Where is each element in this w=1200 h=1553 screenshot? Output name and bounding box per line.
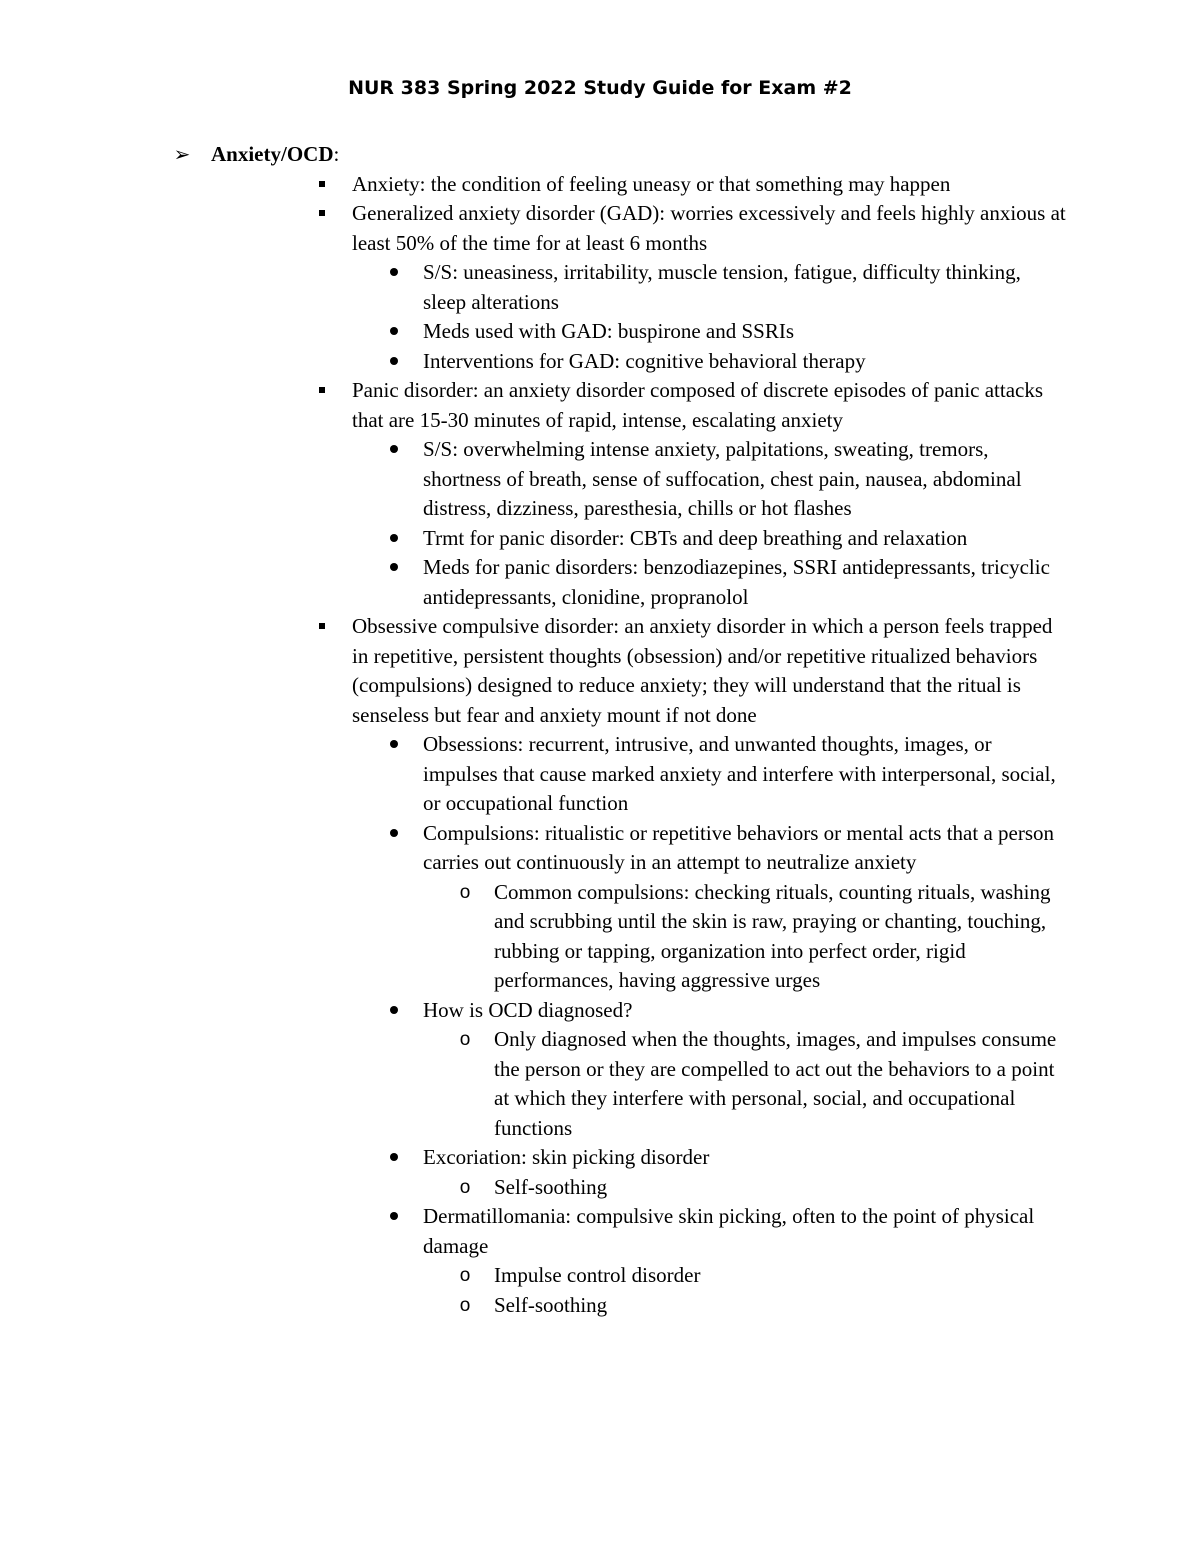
arrow-bullet-icon: ➢	[173, 142, 191, 166]
list-item-text: Trmt for panic disorder: CBTs and deep breathing and relaxation	[423, 525, 968, 550]
list-item-text: Only diagnosed when the thoughts, images, and impulses consume the person or they are compelled to act out the behaviors to a point at which they interfere with personal, social, and occupational functions	[494, 1027, 1057, 1140]
list-item-text: Impulse control disorder	[494, 1263, 701, 1287]
list-item	[0, 878, 1200, 996]
list-item-text: Meds for panic disorders: benzodiazepines, SSRI antidepressants, tricyclic antidepressants, clonidine, propranolol	[423, 555, 1050, 609]
list-item-text: Panic disorder: an anxiety disorder composed of discrete episodes of panic attacks that are 15-30 minutes of rapid, intense, escalating anxiety	[352, 378, 1044, 432]
list-item-text: Dermatillomania: compulsive skin picking, often to the point of physical damage	[423, 1204, 1035, 1258]
list-item-text: Common compulsions: checking rituals, counting rituals, washing and scrubbing until the skin is raw, praying or chanting, touching, rubbing or tapping, organization into perfect order, rigid performances, having aggressive urges	[494, 879, 1051, 992]
section-heading-colon: :	[333, 142, 340, 166]
list-item	[0, 524, 1200, 554]
list-item	[0, 317, 1200, 347]
circle-o-bullet-icon: o	[459, 1265, 471, 1286]
section-heading-label: Anxiety/OCD	[211, 142, 334, 166]
page-title: NUR 383 Spring 2022 Study Guide for Exam #2	[348, 77, 852, 99]
list-item	[0, 258, 1200, 317]
list-item-text: S/S: overwhelming intense anxiety, palpitations, sweating, tremors, shortness of breath, sense of suffocation, chest pain, nausea, abdominal distress, dizziness, paresthesia, chills or hot flashes	[423, 437, 1022, 520]
circle-o-bullet-icon: o	[459, 1294, 471, 1316]
list-item-text: S/S: uneasiness, irritability, muscle tension, fatigue, difficulty thinking, sleep alterations	[423, 260, 1021, 314]
list-item	[0, 1025, 1200, 1143]
list-item-text: How is OCD diagnosed?	[423, 997, 633, 1022]
list-item-text: Compulsions: ritualistic or repetitive behaviors or mental acts that a person carries out continuously in an attempt to neutralize anxiety	[423, 820, 1055, 874]
list-item-text: Self-soothing	[494, 1174, 608, 1199]
list-item	[0, 819, 1200, 878]
list-item-text: Anxiety: the condition of feeling uneasy or that something may happen	[352, 171, 951, 196]
list-item-text: Interventions for GAD: cognitive behavioral therapy	[423, 348, 866, 373]
list-item-text: Obsessive compulsive disorder: an anxiety disorder in which a person feels trapped in repetitive, persistent thoughts (obsession) and/or repetitive ritualized behaviors (compulsions) designed to reduce anxiety; they will understand that the ritual is senseless but fear and anxiety mount if not done	[352, 614, 1053, 727]
list-item-text: Self-soothing	[494, 1292, 608, 1317]
list-item	[0, 1143, 1200, 1173]
list-item	[0, 612, 1200, 730]
section-heading	[0, 140, 1200, 170]
list-item	[0, 199, 1200, 258]
list-item	[0, 170, 1200, 200]
list-item	[0, 553, 1200, 612]
list-item	[0, 435, 1200, 524]
list-item-text: Meds used with GAD: buspirone and SSRIs	[423, 319, 794, 343]
list-item	[0, 376, 1200, 435]
list-item	[0, 1261, 1200, 1291]
outline-items	[0, 170, 1200, 1321]
list-item-text: Excoriation: skin picking disorder	[423, 1145, 710, 1169]
circle-o-bullet-icon: o	[459, 1176, 471, 1198]
list-item	[0, 996, 1200, 1026]
list-item-text: Generalized anxiety disorder (GAD): worries excessively and feels highly anxious at least 50% of the time for at least 6 months	[352, 201, 1066, 255]
list-item	[0, 1202, 1200, 1261]
outline-list	[0, 140, 1200, 1320]
circle-o-bullet-icon: o	[459, 881, 471, 903]
list-item	[0, 1173, 1200, 1203]
circle-o-bullet-icon: o	[459, 1029, 471, 1050]
list-item	[0, 730, 1200, 819]
list-item-text: Obsessions: recurrent, intrusive, and unwanted thoughts, images, or impulses that cause marked anxiety and interfere with interpersonal, social, or occupational function	[423, 732, 1056, 815]
list-item	[0, 347, 1200, 377]
list-item	[0, 1291, 1200, 1321]
